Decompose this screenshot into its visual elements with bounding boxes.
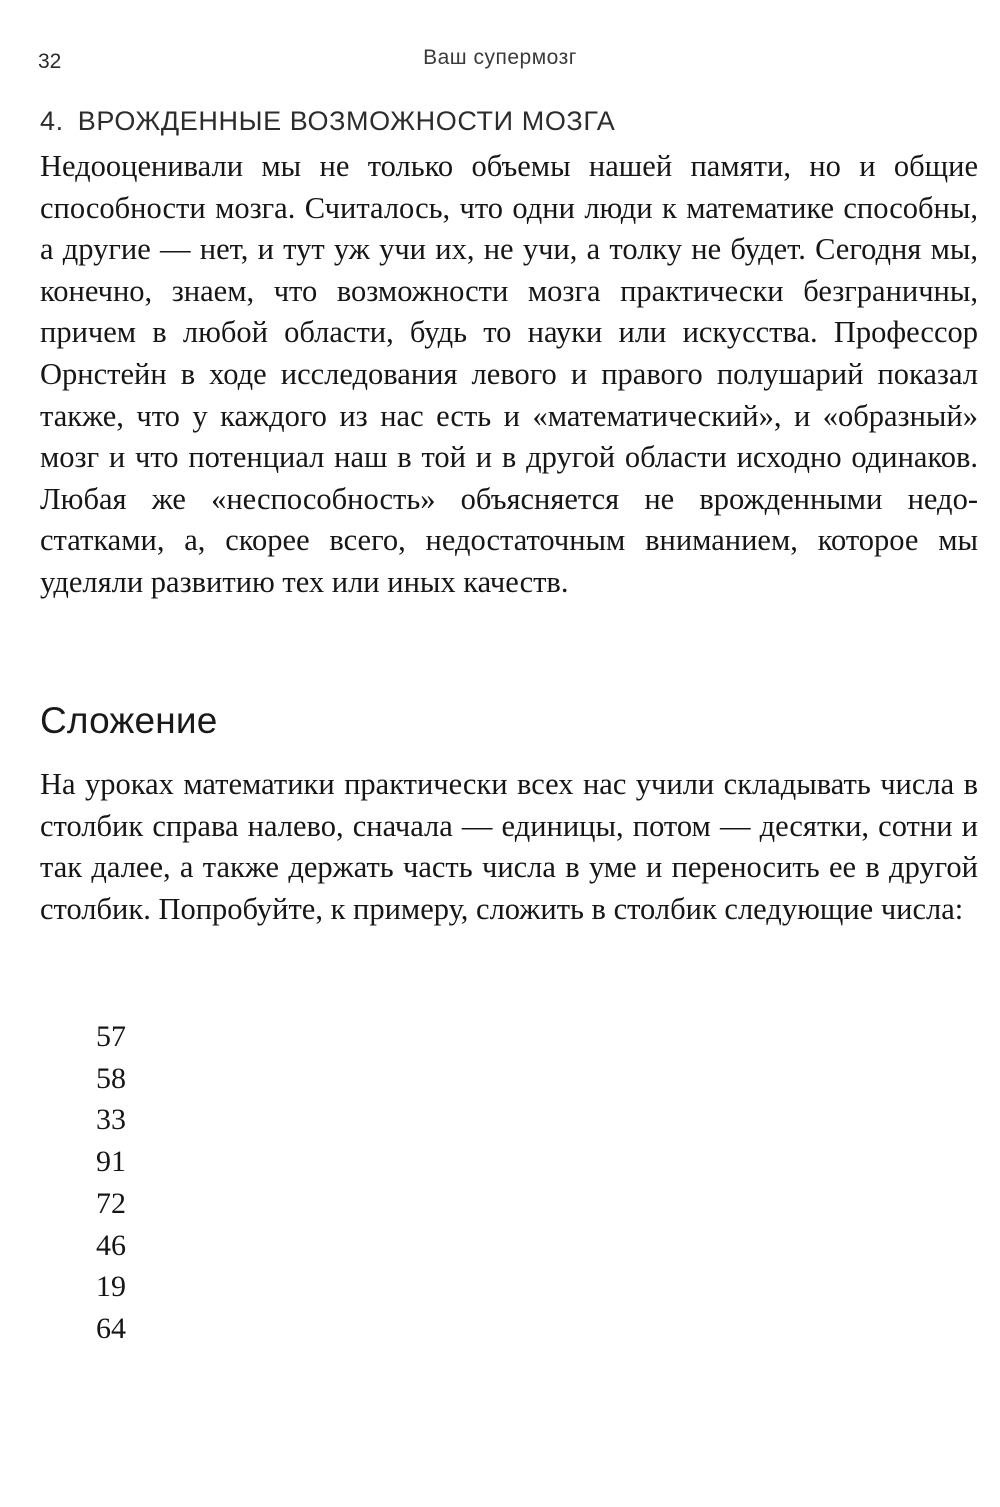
number-item: 72 bbox=[96, 1186, 126, 1220]
section-paragraph: Недооценивали мы не только объемы нашей памяти, но и общие способности мозга. Считалось, что одни люди к математике способны, а другие — нет, и тут уж учи их, не учи, а толку не будет. Сегодня мы, конечно, знаем, что возможности мозга практически безграничны, причем в любой области, будь то науки или искусства. Профессор Орнстейн в ходе исследования левого и правого полушарий показал также, что у каждого из нас есть и «математический», и «образный» мозг и что потенциал наш в той и в другой области исходно одинаков. Любая же «неспособность» объясняется не врожденными недостатками, а, скорее всего, недостаточным вниманием, которое мы уделяли развитию тех или иных качеств. bbox=[40, 149, 978, 599]
running-head bbox=[0, 46, 1000, 78]
section-number: 4. bbox=[40, 106, 64, 136]
number-item: 57 bbox=[96, 1020, 126, 1053]
subsection-title: Сложение bbox=[40, 700, 218, 741]
number-item: 91 bbox=[96, 1145, 126, 1179]
number-item: 46 bbox=[96, 1228, 126, 1262]
page-number: 32 bbox=[38, 50, 62, 73]
number-item: 33 bbox=[96, 1103, 126, 1137]
number-item: 64 bbox=[96, 1311, 126, 1345]
number-item: 58 bbox=[96, 1061, 126, 1095]
numbers-column bbox=[96, 1016, 126, 1350]
section-title: ВРОЖДЕННЫЕ ВОЗМОЖНОСТИ МОЗГА bbox=[77, 106, 616, 136]
section-heading bbox=[40, 106, 615, 137]
subsection-paragraph: На уроках математики практически всех нас учили складывать числа в столбик справа налево, сначала — единицы, потом — десятки, сотни и так далее, а также держать часть числа в уме и переносить ее в другой столбик. Попробуйте, к примеру, сложить в столбик следующие числа: bbox=[40, 767, 978, 926]
number-item: 19 bbox=[96, 1270, 126, 1304]
running-title: Ваш супермозг bbox=[423, 46, 577, 69]
